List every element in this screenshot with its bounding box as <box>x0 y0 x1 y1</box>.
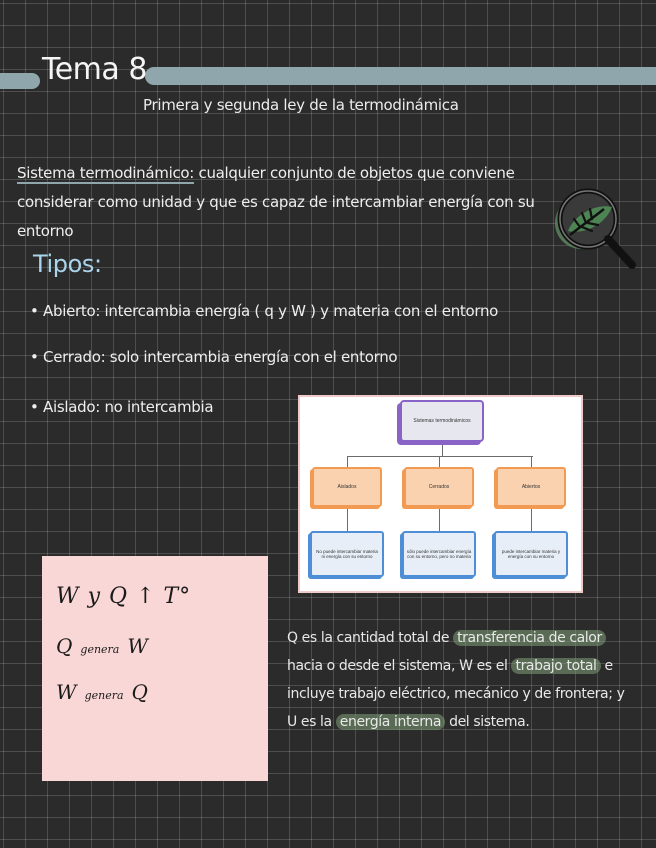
list-item-abierto: • Abierto: intercambia energía ( q y W ) y materia con el entorno <box>30 302 499 320</box>
note-line-2-a: Q <box>56 634 73 658</box>
title-accent-bar-left <box>0 73 40 89</box>
diagram-desc-aislados: No puede intercambiar materia ni energía con su entorno <box>310 531 384 577</box>
magnifier-leaf-icon <box>546 185 638 273</box>
diagram-node-abiertos: Abiertos <box>496 467 566 507</box>
diagram-desc-cerrados: sólo puede intercambiar energía con su entorno, pero no materia <box>402 531 476 577</box>
list-item-aislado: • Aislado: no intercambia <box>30 398 214 416</box>
definition-paragraph <box>17 159 577 246</box>
note-line-2-mid: genera <box>80 643 120 656</box>
explanation-paragraph <box>287 624 632 736</box>
note-line-3-b: Q <box>131 680 148 704</box>
highlight-energia-interna: energía interna <box>336 714 445 730</box>
definition-text: cualquier conjunto de objetos que conviene considerar como unidad y que es capaz de intercambiar energía con su entorno <box>17 164 535 240</box>
title-accent-bar-right <box>145 67 656 85</box>
tipos-heading: Tipos: <box>33 250 102 278</box>
note-line-1-b: ↑ T° <box>136 584 192 609</box>
note-line-3 <box>56 680 148 704</box>
paragraph-text-3: e incluye trabajo eléctrico, mecánico y de frontera; y U es la <box>287 658 625 730</box>
paragraph-text-4: del sistema. <box>445 714 530 730</box>
page-title: Tema 8 <box>42 52 147 87</box>
note-line-2 <box>56 634 148 658</box>
systems-diagram <box>298 395 583 593</box>
note-line-3-mid: genera <box>84 689 124 702</box>
diagram-root-node: Sistemas termodinámicos <box>400 400 484 442</box>
list-item-cerrado: • Cerrado: solo intercambia energía con el entorno <box>30 348 398 366</box>
note-line-1-a: W y Q <box>56 584 129 609</box>
highlight-trabajo-total: trabajo total <box>511 658 600 674</box>
diagram-node-aislados: Aislados <box>312 467 382 507</box>
paragraph-text-1: Q es la cantidad total de <box>287 630 454 646</box>
paragraph-text-2: hacia o desde el sistema, W es el <box>287 658 512 674</box>
highlight-transferencia-calor: transferencia de calor <box>453 630 606 646</box>
note-line-3-a: W <box>56 680 77 704</box>
diagram-desc-abiertos: puede intercambiar materia y energía con su entorno <box>494 531 568 577</box>
note-line-2-b: W <box>127 634 148 658</box>
page-subtitle: Primera y segunda ley de la termodinámica <box>143 96 459 114</box>
definition-term: Sistema termodinámico: <box>17 164 195 182</box>
diagram-node-cerrados: Cerrados <box>404 467 474 507</box>
note-line-1 <box>56 584 191 609</box>
handwritten-note <box>42 556 268 781</box>
